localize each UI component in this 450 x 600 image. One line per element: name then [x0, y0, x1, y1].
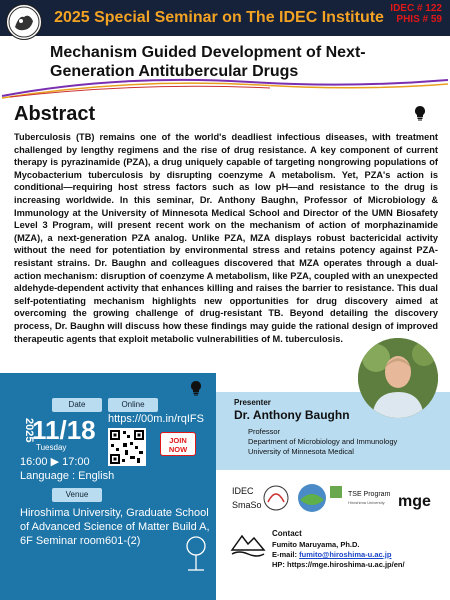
talk-title: Mechanism Guided Development of Next-Generation Antitubercular Drugs — [50, 44, 366, 80]
presenter-univ: University of Minnesota Medical — [248, 447, 354, 456]
partner-logos — [228, 478, 448, 518]
lightbulb-icon — [414, 105, 426, 121]
venue-address: Hiroshima University, Graduate School of Advanced Science of Matter Build A, 6F Seminar room601-(2) — [20, 507, 210, 547]
presenter-affiliation — [248, 427, 397, 457]
presenter-photo — [358, 338, 438, 418]
email-label: E-mail: — [272, 550, 298, 559]
presenter-name: Dr. Anthony Baughn — [234, 408, 350, 422]
tree-icon — [184, 534, 208, 574]
presenter-label: Presenter — [234, 398, 271, 407]
event-year: 2025 — [23, 418, 35, 443]
abstract-heading: Abstract — [14, 103, 96, 125]
seminar-codes — [390, 3, 442, 25]
date-label: Date — [52, 398, 102, 412]
smaso-logo-text: SmaSo — [232, 500, 262, 510]
presenter-role: Professor — [248, 427, 281, 436]
idec-logo-text: IDEC — [232, 486, 254, 496]
landscape-icon — [230, 530, 266, 560]
homepage-label: HP: — [272, 560, 285, 569]
online-label: Online — [108, 398, 158, 412]
contact-email-link[interactable]: fumito@hiroshima-u.ac.jp — [299, 550, 392, 559]
contact-homepage-link[interactable]: https://mge.hiroshima-u.ac.jp/en/ — [287, 560, 405, 569]
phis-code: PHIS # 59 — [396, 14, 442, 25]
event-time: 16:00 ▶ 17:00 — [20, 456, 90, 468]
institute-logo — [6, 4, 42, 40]
tse-logo-subtext: Hiroshima University — [348, 500, 385, 505]
online-url-link[interactable]: https://00m.in/rqIFS — [108, 413, 204, 425]
lightbulb-icon — [190, 380, 202, 396]
seminar-series-title: 2025 Special Seminar on The IDEC Institute — [54, 9, 384, 26]
idec-code: IDEC # 122 — [390, 3, 442, 14]
presenter-dept: Department of Microbiology and Immunology — [248, 437, 398, 446]
tse-logo-text: TSE Program — [348, 491, 391, 498]
contact-label: Contact — [272, 529, 302, 538]
contact-name: Fumito Maruyama, Ph.D. — [272, 540, 360, 549]
abstract-text: Tuberculosis (TB) remains one of the world's deadliest infectious diseases, with treatment challenged by lengthy regimens and the rise of drug resistance. A key component of current therapy is pyrazinamide (PZA), a drug uniquely capable of targeting nongrowing populations of Mycobacterium tuberculosis by disrupting coenzyme A metabolism. Yet, PZA's action is conditional—requiring host stress factors such as low pH—and resistance to the drug is increasing worldwide. In this seminar, Dr. Anthony Baughn, Professor of Microbiology & Immunology at the University of Minnesota Medical School and Director of the UMN Biosafety Level 3 Program, will present recent work on the mechanism of action of morphazinamide (MZA), a next-generation PZA analog. Unlike PZA, MZA displays robust bactericidal activity without the need for potentiation by environmental stress and retains potency against PZA-resistant strains. Dr. Baughn and colleagues discovered that MZA operates through a dual-action mechanism: disruption of coenzyme A metabolism, like PZA, coupled with an unexpected aldehyde-dependent activity that enhances killing and raises the barrier to resistance. This dual self-potentiating mechanism highlights new opportunities for drug discovery aimed at overcoming the growing challenge of drug-resistant TB. Beyond detailing the discovery process, Dr. Baughn will discuss how these findings may guide the rational design of improved therapeutic agents that exploit metabolic vulnerabilities of M. tuberculosis. — [14, 132, 438, 344]
decorative-swoosh — [0, 70, 450, 100]
event-date: 11/18 — [32, 415, 96, 445]
phis-logo-icon — [264, 486, 288, 510]
contact-info — [272, 540, 405, 570]
qr-code[interactable] — [108, 428, 146, 466]
join-now-button[interactable]: JOIN NOW — [160, 432, 196, 456]
event-language: Language : English — [20, 470, 115, 482]
event-weekday: Tuesday — [36, 443, 67, 452]
globe-logo-icon — [298, 484, 326, 512]
mge-logo-text: mge — [398, 493, 431, 510]
venue-label: Venue — [52, 488, 102, 502]
